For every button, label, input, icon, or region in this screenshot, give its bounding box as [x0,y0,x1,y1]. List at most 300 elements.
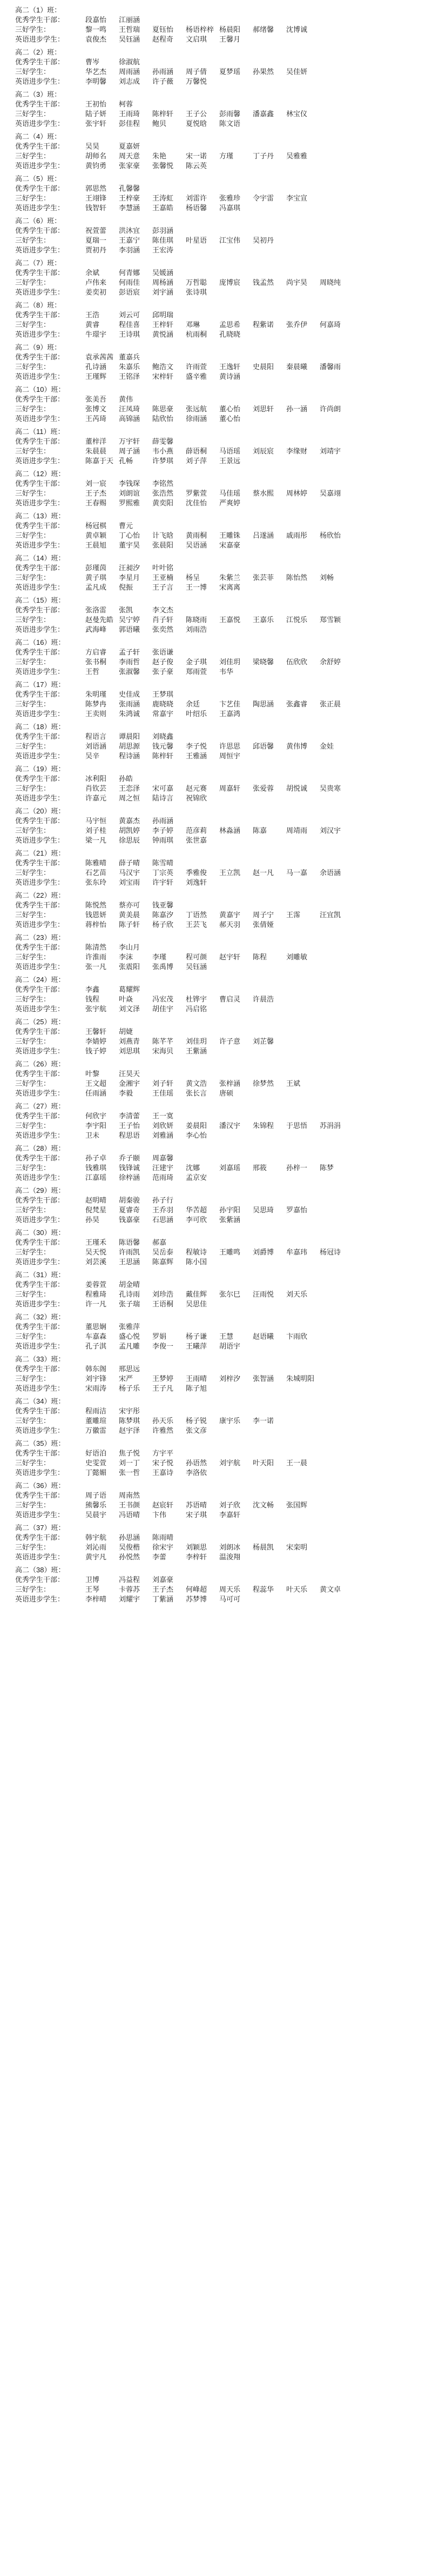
award-category-label: 三好学生： [15,194,51,202]
student-name: 蔡水熙 [253,489,274,497]
student-name-list [85,278,353,288]
student-name: 杨子乐 [119,1384,140,1392]
student-name: 王晨旭 [85,541,107,549]
student-name: 程蕊华 [253,1585,274,1593]
student-name: 孙悦然 [119,1553,140,1561]
student-name-list [85,404,353,414]
student-name: 叶焱 [119,995,133,1003]
student-name: 李沫 [119,953,133,961]
student-name: 周之恒 [119,794,140,802]
student-name: 李钱琛 [119,479,140,488]
student-name: 卞伟 [152,1511,167,1519]
student-name-list [85,437,186,446]
student-name: 陈芊芊 [152,1037,174,1045]
class-title: 高二（30）班： [15,1229,65,1237]
student-name: 胡悦诚 [286,784,308,792]
award-category-label: 优秀学生干部： [15,1407,65,1415]
student-name: 杨语馨 [186,204,207,212]
award-row [15,742,421,751]
class-title: 高二（27）班： [15,1102,65,1110]
award-row [15,1491,421,1500]
student-name: 黄诗涵 [219,372,241,381]
student-name: 徐宋宇 [152,1543,174,1551]
award-category-label: 三好学生： [15,826,51,835]
student-name-list [85,1205,320,1215]
student-name-list [85,1426,219,1436]
student-name-list [85,193,320,203]
award-row [15,657,421,667]
student-name: 王亚楠 [152,573,174,582]
student-name: 李宇阳 [85,1122,107,1130]
award-row [15,193,421,203]
student-name: 李铭然 [152,479,174,488]
student-name: 刘一宸 [85,479,107,488]
student-name: 吴初丹 [253,236,274,244]
award-category-label: 优秀学生干部： [15,775,65,783]
student-name: 刘辰宸 [253,447,274,455]
award-category-label: 优秀学生干部： [15,564,65,572]
award-category-label: 优秀学生干部： [15,1112,65,1120]
student-name: 王语桐 [152,1300,174,1308]
student-name: 宋雨涛 [85,1384,107,1392]
student-name: 王雨琦 [119,110,140,118]
student-name-list [85,362,353,372]
student-name: 张世嘉 [186,836,207,844]
student-name: 陆诗言 [152,794,174,802]
student-name-list [85,920,286,930]
student-name: 陈小国 [186,1258,207,1266]
student-name-list [85,605,186,615]
award-row [15,1079,421,1089]
class-block [15,5,421,44]
student-name: 柯蓉 [119,100,133,108]
student-name: 杨欣怡 [320,531,341,539]
class-block [15,1228,421,1267]
class-block [15,385,421,424]
student-name: 吴媛涵 [152,269,174,277]
student-name: 潘汉宇 [219,1122,241,1130]
award-row [15,446,421,456]
student-name: 石艺苗 [85,869,107,877]
student-name: 王一寞 [152,1112,174,1120]
student-name: 陈子轩 [119,920,140,929]
class-title: 高二（31）班： [15,1271,65,1279]
student-name: 孙梓一 [286,1164,308,1172]
student-name: 杜铧宇 [186,995,207,1003]
student-name: 程紫诺 [253,321,274,329]
student-name: 洪沐宜 [119,226,140,235]
student-name: 董心怡 [219,405,241,413]
award-row [15,184,421,193]
award-row [15,1121,421,1131]
student-name: 夏梦瑶 [219,68,241,76]
student-name: 张智涵 [253,1374,274,1383]
student-name: 李可欣 [186,1216,207,1224]
student-name: 王嘉悦 [219,616,241,624]
student-name: 朱城明阳 [286,1374,315,1383]
student-name-list [85,99,152,109]
student-name: 孙天乐 [152,1417,174,1425]
award-row [15,245,421,255]
student-name: 周子涵 [119,447,140,455]
student-name: 李清蕾 [119,1112,140,1120]
class-title: 高二（20）班： [15,807,65,815]
student-name: 蒋梓怡 [85,920,107,929]
student-name: 陈佳琪 [152,236,174,244]
student-name-list [85,109,320,119]
award-category-label: 三好学生： [15,573,51,582]
student-name: 杨晨阳 [219,25,241,34]
student-name: 祝萱蕾 [85,226,107,235]
student-name: 吴昊 [85,142,100,150]
student-name-list [85,657,353,667]
student-name: 何峰超 [186,1585,207,1593]
class-block [15,343,421,382]
student-name: 王春赐 [85,499,107,507]
student-name: 谭晨阳 [119,732,140,740]
student-name: 韦华 [219,668,234,676]
award-category-label: 三好学生： [15,1037,51,1045]
student-name: 杨子欣 [152,920,174,929]
class-block [15,849,421,887]
student-name: 李瑾 [152,953,167,961]
student-name: 庞博宸 [219,278,241,286]
student-name: 乔子颐 [119,1154,140,1162]
award-row [15,1205,421,1215]
student-name-list [85,1027,152,1037]
award-category-label: 英语进步学生： [15,1511,65,1519]
class-block [15,132,421,171]
award-category-label: 三好学生： [15,1374,51,1383]
student-name-list [85,1406,152,1416]
student-name: 鲍浩文 [152,363,174,371]
award-row [15,15,421,25]
class-block [15,933,421,972]
student-name: 郑雨萱 [186,668,207,676]
student-name: 董思娴 [85,1323,107,1331]
award-category-label: 优秀学生干部： [15,142,65,150]
student-name: 刘沁雨 [85,1543,107,1551]
award-row [15,25,421,35]
student-name: 王子怡 [119,1122,140,1130]
student-name: 黄宇凡 [85,1553,107,1561]
student-name: 许雨萱 [186,363,207,371]
student-name: 王思涵 [119,1258,140,1266]
award-category-label: 三好学生： [15,1248,51,1256]
student-name: 张尔巳 [219,1290,241,1298]
student-name: 赵曼先皓 [85,616,114,624]
student-name: 倪梵星 [85,1206,107,1214]
student-name: 郝天羽 [219,920,241,929]
student-name: 丁心怡 [119,531,140,539]
student-name: 王书颜 [119,1501,140,1509]
class-title: 高二（12）班： [15,470,65,478]
student-name: 王哲瑞 [119,25,140,34]
award-category-label: 英语进步学生： [15,1047,65,1055]
student-name: 余语涵 [320,869,341,877]
class-title: 高二（1）班： [15,6,62,14]
class-title: 高二（2）班： [15,48,62,56]
student-name: 程可颜 [186,953,207,961]
student-name-list [85,446,353,456]
student-name: 彭佳程 [119,119,140,128]
student-name: 蔡亦可 [119,901,140,909]
award-category-label: 三好学生： [15,658,51,666]
award-row [15,99,421,109]
award-category-label: 三好学生： [15,1332,51,1340]
award-category-label: 英语进步学生： [15,246,65,254]
award-category-label: 优秀学生干部： [15,943,65,951]
class-title: 高二（23）班： [15,933,65,942]
student-name: 陈思豪 [152,405,174,413]
student-name: 王浩 [85,311,100,319]
award-row [15,1585,421,1594]
student-name-list [85,1215,253,1225]
student-name: 董心怡 [219,415,241,423]
student-name: 李子悦 [186,742,207,750]
student-name: 张鑫睿 [286,700,308,708]
award-row [15,784,421,793]
student-name-list [85,372,253,382]
class-block [15,722,421,761]
award-row [15,1163,421,1173]
student-name: 周子语 [85,1491,107,1499]
award-row [15,1510,421,1520]
class-block [15,1397,421,1436]
award-category-label: 英语进步学生： [15,1426,65,1434]
student-name: 吴晨宇 [85,1511,107,1519]
award-category-label: 三好学生： [15,1543,51,1551]
student-name-list [85,1247,353,1257]
award-row [15,962,421,972]
student-name: 叶天乐 [286,1585,308,1593]
student-name: 程敏诗 [186,1248,207,1256]
award-category-label: 英语进步学生： [15,162,65,170]
student-name: 刘子欣 [219,1501,241,1509]
student-name: 王初怡 [85,100,107,108]
student-name: 刘佳玥 [186,1037,207,1045]
student-name: 刘嘉瑶 [219,1164,241,1172]
student-name-list [85,1342,253,1351]
award-category-label: 英语进步学生： [15,625,65,633]
student-name: 彭雨馨 [219,110,241,118]
student-name-list [85,1196,186,1205]
student-name: 宋子悦 [152,1459,174,1467]
student-name: 王雨晴 [186,1374,207,1383]
student-name: 丁紫涵 [152,1595,174,1603]
student-name: 郝绪馨 [253,25,274,34]
class-block [15,301,421,339]
student-name-list [85,1322,152,1332]
student-name: 郭思然 [85,184,107,192]
class-block [15,680,421,719]
student-name: 刘芸溪 [85,1258,107,1266]
student-name-list [85,142,152,151]
student-name: 刘天乐 [286,1290,308,1298]
award-category-label: 优秀学生干部： [15,311,65,319]
award-row [15,774,421,784]
award-row [15,414,421,424]
award-row [15,625,421,635]
award-category-label: 英语进步学生： [15,920,65,929]
class-title: 高二（14）班： [15,554,65,562]
student-name: 李俊一 [152,1342,174,1350]
student-name: 计飞晗 [152,531,174,539]
student-name-list [85,203,253,213]
student-name-list [85,1079,320,1089]
class-block [15,1102,421,1140]
class-block [15,1481,421,1520]
student-name-list [85,1004,219,1014]
student-name-list [85,563,186,573]
student-name: 许嘉元 [85,794,107,802]
award-row [15,395,421,404]
student-name: 罗熙雅 [119,499,140,507]
student-name: 段嘉怡 [85,16,107,24]
student-name: 陈梦琪 [119,1417,140,1425]
student-name: 夏瑞一 [85,236,107,244]
student-name: 黄雨桐 [186,531,207,539]
award-category-label: 三好学生： [15,995,51,1003]
student-name-list [85,648,186,657]
student-name: 徐雨涵 [186,415,207,423]
student-name: 万馨悦 [186,77,207,85]
award-category-label: 三好学生： [15,1079,51,1087]
award-row [15,952,421,962]
student-name: 卫未 [85,1131,100,1139]
student-name: 周靖雨 [286,826,308,835]
student-name: 李明馨 [85,77,107,85]
class-title: 高二（10）班： [15,385,65,393]
student-name: 孙皓 [119,775,133,783]
student-name: 朱鸿诚 [119,710,140,718]
student-name: 黄子琪 [85,573,107,582]
student-name: 潘馨雨 [320,363,341,371]
award-row [15,404,421,414]
award-category-label: 三好学生： [15,363,51,371]
student-name: 戚雨彤 [286,531,308,539]
student-name: 石思涵 [152,1216,174,1224]
class-title: 高二（15）班： [15,596,65,604]
student-name: 王梦婷 [152,1374,174,1383]
student-name: 吴语涵 [186,541,207,549]
student-name: 王一博 [186,583,207,591]
student-name: 张东玲 [85,878,107,886]
class-title: 高二（32）班： [15,1313,65,1321]
student-name-list [85,395,152,404]
student-name: 张诗琪 [186,288,207,296]
student-name: 孙子卓 [85,1154,107,1162]
award-category-label: 优秀学生干部： [15,522,65,530]
class-title: 高二（21）班： [15,849,65,857]
class-block [15,174,421,213]
student-name-list [85,1449,186,1458]
class-block [15,1439,421,1478]
award-category-label: 三好学生： [15,321,51,329]
student-name: 刘雕敏 [286,953,308,961]
award-row [15,1290,421,1299]
student-name: 王芮琦 [85,415,107,423]
award-row [15,119,421,129]
class-title: 高二（11）班： [15,428,65,436]
class-block [15,764,421,803]
award-row [15,995,421,1004]
award-category-label: 英语进步学生： [15,288,65,296]
student-name: 黄卓颖 [85,531,107,539]
student-name: 卞艺佳 [219,700,241,708]
award-category-label: 优秀学生干部： [15,690,65,698]
class-block [15,1523,421,1562]
student-name: 陈语馨 [119,1238,140,1246]
student-name-list [85,985,152,995]
award-row [15,35,421,44]
student-name-list [85,15,152,25]
award-category-label: 三好学生： [15,700,51,708]
student-name: 王涛虹 [152,194,174,202]
class-title: 高二（24）班： [15,976,65,984]
student-name-list [85,456,253,466]
student-name: 韩宇航 [85,1533,107,1541]
student-name: 赵宇泽 [119,1426,140,1434]
student-name-list [85,310,186,320]
student-name: 熊馨乐 [85,1501,107,1509]
student-name: 李慧涵 [119,204,140,212]
award-category-label: 英语进步学生： [15,1131,65,1139]
award-category-label: 优秀学生干部： [15,184,65,192]
student-name: 陈梦 [320,1164,334,1172]
student-name: 马一嘉 [286,869,308,877]
award-row [15,531,421,540]
student-name: 梁一凡 [85,836,107,844]
student-name: 薛子晴 [119,859,140,867]
award-row [15,67,421,77]
class-block [15,553,421,592]
award-category-label: 优秀学生干部： [15,16,65,24]
award-row [15,352,421,362]
student-name: 李文杰 [152,606,174,614]
student-name: 徐梦然 [253,1079,274,1087]
student-name: 刘子桂 [85,826,107,835]
class-block [15,891,421,930]
student-name: 王翊锋 [85,194,107,202]
student-name: 孙语然 [186,1459,207,1467]
award-row [15,836,421,845]
student-name: 万哲聪 [186,278,207,286]
award-category-label: 优秀学生干部： [15,606,65,614]
student-name: 陈梓轩 [152,110,174,118]
student-name-list [85,489,353,498]
award-row [15,1500,421,1510]
student-name: 华苦超 [186,1206,207,1214]
award-category-label: 英语进步学生： [15,836,65,844]
award-row [15,732,421,742]
student-name: 苏涓涓 [320,1122,341,1130]
student-name: 郭语曦 [119,625,140,633]
student-name-list [85,1458,320,1468]
student-name: 卞雨欣 [286,1332,308,1340]
student-name: 张雨涵 [119,700,140,708]
student-name: 宋嘉豪 [219,541,241,549]
award-category-label: 英语进步学生： [15,119,65,128]
student-name: 秦晨曦 [286,363,308,371]
student-name: 李梓晴 [85,1595,107,1603]
award-category-label: 英语进步学生： [15,1005,65,1013]
class-title: 高二（26）班： [15,1060,65,1068]
student-name-list [85,995,286,1004]
student-name-list [85,699,353,709]
award-row [15,1173,421,1183]
award-row [15,1299,421,1309]
